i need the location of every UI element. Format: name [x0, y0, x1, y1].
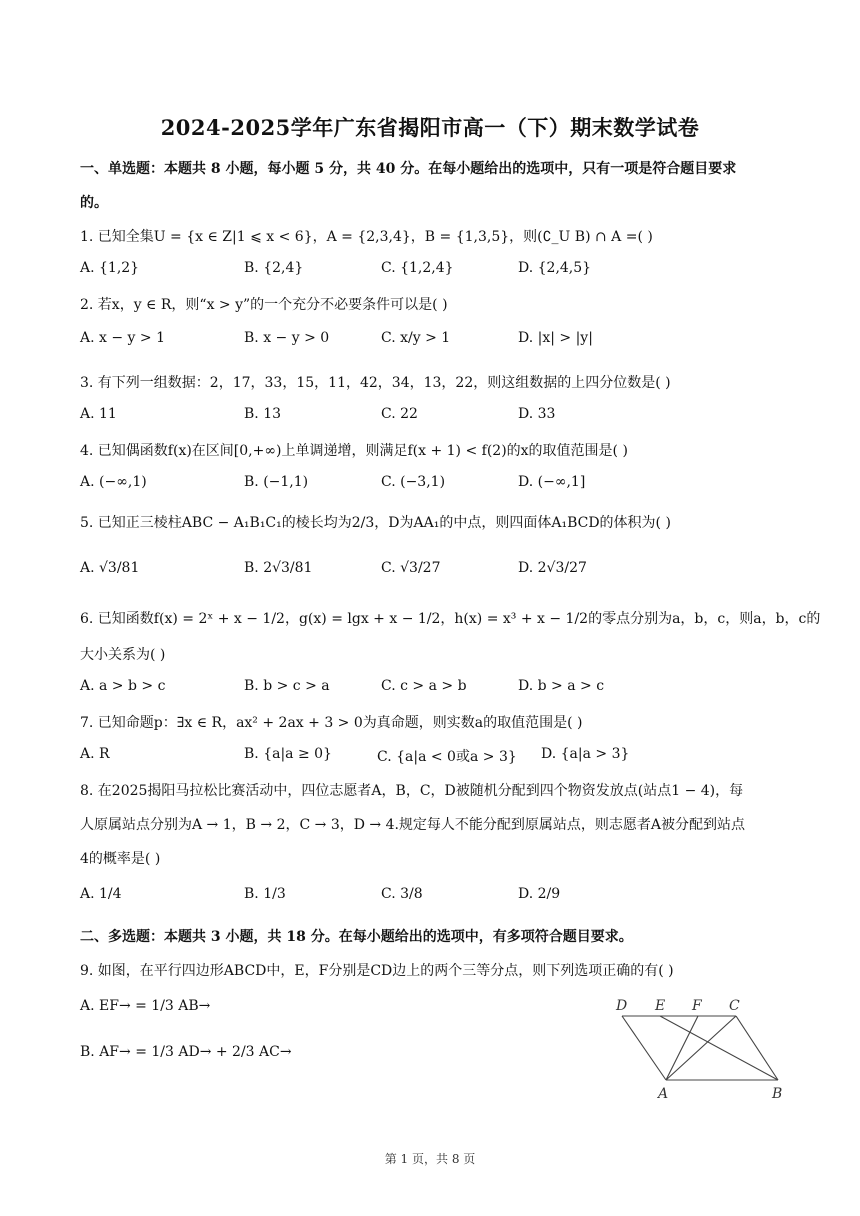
question-8-option-c: C. 3/8 — [381, 886, 423, 902]
question-3-option-d: D. 33 — [518, 406, 556, 422]
question-5-stem: 5. 已知正三棱柱ABC − A₁B₁C₁的棱长均为2/3，D为AA₁的中点，则四面体A₁BCD的体积为( ) — [80, 515, 671, 531]
question-4-option-d: D. (−∞,1] — [518, 474, 586, 490]
side-cb — [736, 1016, 778, 1080]
question-4-option-b: B. (−1,1) — [244, 474, 309, 490]
question-1-option-a: A. {1,2} — [80, 260, 140, 276]
label-b: B — [772, 1086, 783, 1102]
label-a: A — [658, 1086, 669, 1102]
question-6-option-b: B. b > c > a — [244, 678, 330, 694]
page-footer: 第 1 页，共 8 页 — [384, 1152, 476, 1166]
question-2-option-a: A. x − y > 1 — [80, 330, 165, 346]
label-f: F — [692, 998, 702, 1014]
question-5-option-c: C. √3/27 — [381, 560, 441, 576]
question-6-option-d: D. b > a > c — [518, 678, 605, 694]
question-1-option-c: C. {1,2,4} — [381, 260, 454, 276]
question-9-option-b: B. AF→ = 1/3 AD→ + 2/3 AC→ — [80, 1044, 292, 1060]
question-8-option-a: A. 1/4 — [80, 886, 122, 902]
segment-eb — [660, 1016, 778, 1080]
question-7-option-c: C. {a|a < 0或a > 3} — [377, 749, 517, 765]
question-8-option-b: B. 1/3 — [244, 886, 286, 902]
question-2-option-d: D. |x| > |y| — [518, 330, 593, 346]
question-5-option-d: D. 2√3/27 — [518, 560, 587, 576]
question-4-option-c: C. (−3,1) — [381, 474, 446, 490]
exam-title: 2024-2025学年广东省揭阳市高一（下）期末数学试卷 — [160, 115, 700, 140]
question-7-option-b: B. {a|a ≥ 0} — [244, 746, 332, 762]
question-1-option-b: B. {2,4} — [244, 260, 304, 276]
question-4-stem: 4. 已知偶函数f(x)在区间[0,+∞)上单调递增，则满足f(x + 1) < f(2)的x的取值范围是( ) — [80, 443, 628, 459]
question-2-option-c: C. x/y > 1 — [381, 330, 451, 346]
label-d: D — [616, 998, 628, 1014]
label-c: C — [729, 998, 740, 1014]
question-7-stem: 7. 已知命题p：∃x ∈ R，ax² + 2ax + 3 > 0为真命题，则实数a的取值范围是( ) — [80, 715, 583, 731]
question-6-option-a: A. a > b > c — [80, 678, 166, 694]
question-6-stem-cont: 大小关系为( ) — [80, 647, 166, 663]
section1-heading-cont: 的。 — [80, 195, 108, 211]
side-da — [622, 1016, 666, 1080]
diagonal-ac — [666, 1016, 736, 1080]
question-6-option-c: C. c > a > b — [381, 678, 467, 694]
question-9-stem: 9. 如图，在平行四边形ABCD中，E，F分别是CD边上的两个三等分点，则下列选项正确的有( ) — [80, 963, 674, 979]
question-5-option-b: B. 2√3/81 — [244, 560, 313, 576]
question-3-option-a: A. 11 — [80, 406, 117, 422]
question-9-option-a: A. EF→ = 1/3 AB→ — [80, 998, 211, 1014]
question-1-option-d: D. {2,4,5} — [518, 260, 592, 276]
question-3-option-c: C. 22 — [381, 406, 418, 422]
question-6-stem: 6. 已知函数f(x) = 2ˣ + x − 1/2，g(x) = lgx + x − 1/2，h(x) = x³ + x − 1/2的零点分别为a，b，c，则a，b，c的 — [80, 611, 821, 627]
segment-af — [666, 1016, 698, 1080]
question-7-option-a: A. R — [80, 746, 110, 762]
question-4-option-a: A. (−∞,1) — [80, 474, 147, 490]
section1-heading: 一、单选题：本题共 8 小题，每小题 5 分，共 40 分。在每小题给出的选项中，只有一项是符合题目要求 — [80, 161, 737, 177]
question-3-option-b: B. 13 — [244, 406, 282, 422]
question-3-stem: 3. 有下列一组数据：2，17，33，15，11，42，34，13，22，则这组数据的上四分位数是( ) — [80, 375, 671, 391]
question-8-option-d: D. 2/9 — [518, 886, 561, 902]
question-8-stem: 8. 在2025揭阳马拉松比赛活动中，四位志愿者A，B，C，D被随机分配到四个物资发放点(站点1 − 4)，每 — [80, 783, 744, 799]
parallelogram-figure — [604, 994, 804, 1106]
question-2-option-b: B. x − y > 0 — [244, 330, 330, 346]
question-8-stem-cont2: 4的概率是( ) — [80, 851, 161, 867]
question-1-stem: 1. 已知全集U = {x ∈ Z|1 ⩽ x < 6}，A = {2,3,4}，B = {1,3,5}，则(∁_U B) ∩ A =( ) — [80, 229, 653, 245]
question-7-option-d: D. {a|a > 3} — [541, 746, 630, 762]
question-8-stem-cont: 人原属站点分别为A → 1，B → 2，C → 3，D → 4.规定每人不能分配到原属站点，则志愿者A被分配到站点 — [80, 817, 746, 833]
label-e: E — [655, 998, 666, 1014]
question-2-stem: 2. 若x，y ∈ R，则“x > y”的一个充分不必要条件可以是( ) — [80, 297, 448, 313]
section2-heading: 二、多选题：本题共 3 小题，共 18 分。在每小题给出的选项中，有多项符合题目要求。 — [80, 929, 633, 945]
question-5-option-a: A. √3/81 — [80, 560, 140, 576]
